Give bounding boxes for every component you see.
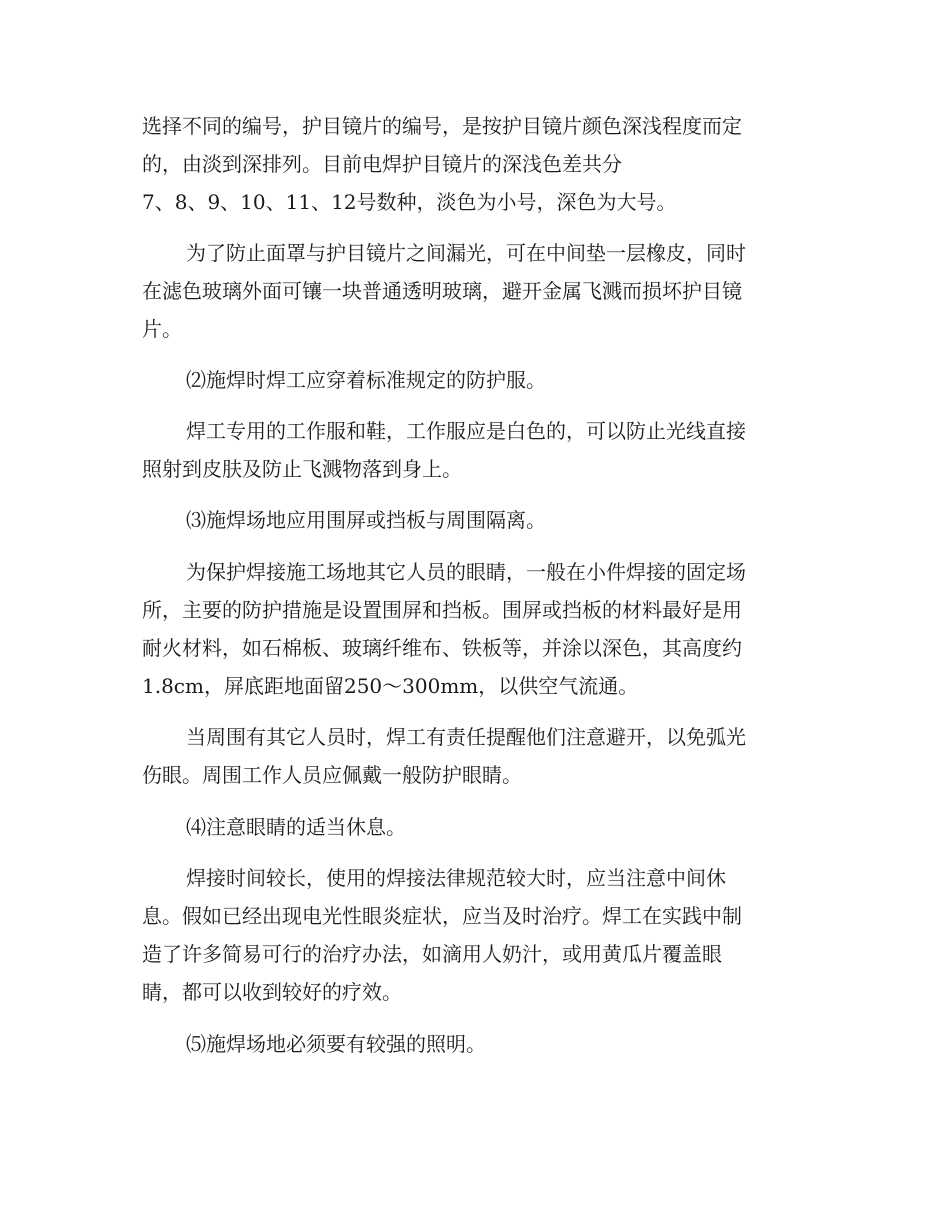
paragraph-light-leak — [142, 234, 812, 348]
list-item-heading: ⑷注意眼睛的适当休息。 — [186, 815, 406, 839]
list-item-eye-rest — [142, 808, 812, 846]
list-item-heading: ⑸施焊场地必须要有较强的照明。 — [186, 1032, 486, 1056]
text-line: 7、8、9、10、11、12号数种，淡色为小号，深色为大号。 — [142, 190, 677, 214]
text-line: 息。假如已经出现电光性眼炎症状，应当及时治疗。焊工在实践中制 — [142, 904, 742, 928]
text-line: 照射到皮肤及防止飞溅物落到身上。 — [142, 457, 462, 481]
text-line: 造了许多简易可行的治疗办法，如滴用人奶汁，或用黄瓜片覆盖眼 — [142, 942, 722, 966]
list-item-lighting — [142, 1025, 812, 1063]
text-line: 为保护焊接施工场地其它人员的眼睛，一般在小件焊接的固定场 — [186, 560, 746, 584]
paragraph-warn-others — [142, 718, 812, 794]
list-item-screens — [142, 501, 812, 539]
text-line: 所，主要的防护措施是设置围屏和挡板。围屏或挡板的材料最好是用 — [142, 598, 742, 622]
paragraph-eye-treatment — [142, 859, 812, 1011]
text-line: 焊接时间较长，使用的焊接法律规范较大时，应当注意中间休 — [186, 866, 726, 890]
text-line: 1.8cm，屏底距地面留250～300mm，以供空气流通。 — [142, 674, 639, 698]
text-line: 伤眼。周围工作人员应佩戴一般防护眼睛。 — [142, 763, 522, 787]
text-line: 当周围有其它人员时，焊工有责任提醒他们注意避开，以免弧光 — [186, 725, 746, 749]
paragraph-lens-numbering — [142, 107, 812, 221]
paragraph-screen-materials — [142, 553, 812, 705]
list-item-protective-clothing — [142, 361, 812, 399]
text-line: 焊工专用的工作服和鞋，工作服应是白色的，可以防止光线直接 — [186, 419, 746, 443]
text-line: 睛，都可以收到较好的疗效。 — [142, 980, 402, 1004]
text-line: 为了防止面罩与护目镜片之间漏光，可在中间垫一层橡皮，同时 — [186, 241, 746, 265]
list-item-heading: ⑵施焊时焊工应穿着标准规定的防护服。 — [186, 368, 546, 392]
list-item-heading: ⑶施焊场地应用围屏或挡板与周围隔离。 — [186, 508, 546, 532]
text-line: 选择不同的编号，护目镜片的编号，是按护目镜片颜色深浅程度而定 — [142, 114, 742, 138]
text-line: 在滤色玻璃外面可镶一块普通透明玻璃，避开金属飞溅而损坏护目镜 — [142, 279, 742, 303]
paragraph-work-clothes — [142, 412, 812, 488]
text-line: 耐火材料，如石棉板、玻璃纤维布、铁板等，并涂以深色，其高度约 — [142, 636, 742, 660]
text-line: 的，由淡到深排列。目前电焊护目镜片的深浅色差共分 — [142, 152, 622, 176]
text-line: 片。 — [142, 317, 182, 341]
